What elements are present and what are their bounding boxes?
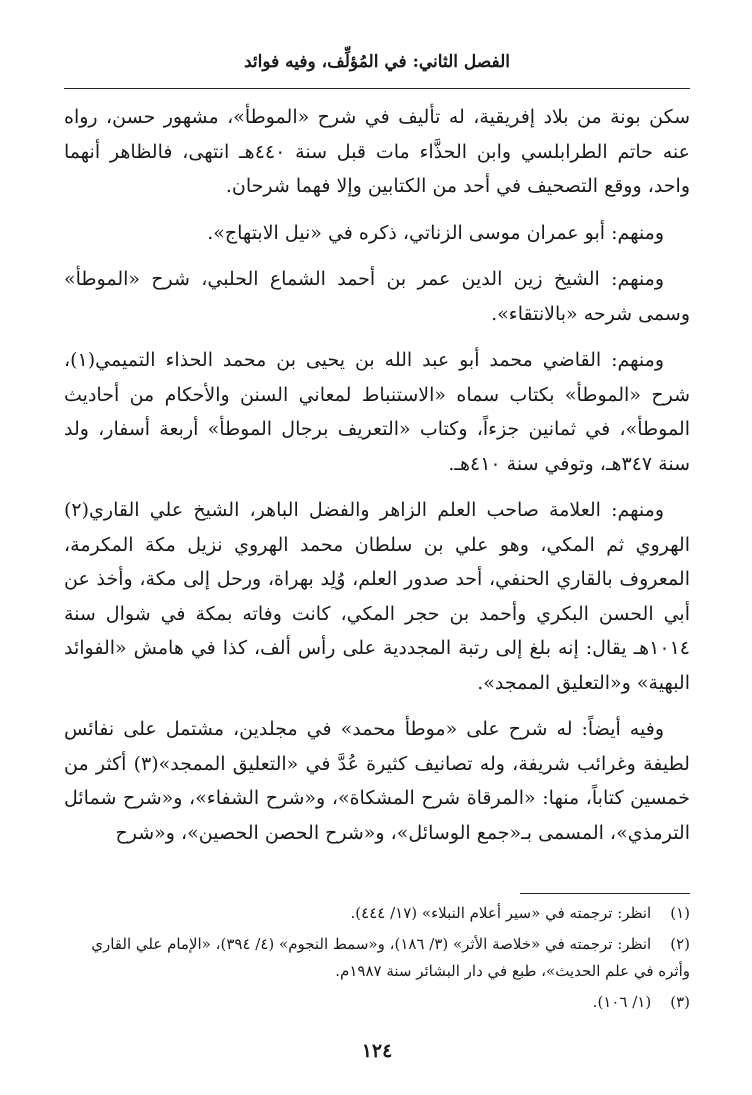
paragraph: ومنهم: الشيخ زين الدين عمر بن أحمد الشماع الحلبي، شرح «الموطأ» وسمى شرحه «بالانتقاء».: [64, 268, 690, 325]
footnote: [64, 900, 690, 927]
header-divider: [64, 88, 690, 89]
footnote-text: (١/ ١٠٦).: [592, 993, 652, 1011]
paragraph: ومنهم: أبو عمران موسى الزناتي، ذكره في «نيل الابتهاج».: [207, 221, 664, 244]
footnotes: [64, 900, 690, 1020]
main-text: [64, 100, 690, 862]
footnote-text: انظر: ترجمته في «خلاصة الأثر» (٣/ ١٨٦)، و«سمط النجوم» (٤/ ٣٩٤)، «الإمام علي القاري وأثره في علم الحديث»، طبع في دار البشائر سنة ١٩٨٧م.: [91, 935, 690, 980]
footnote-text: انظر: ترجمته في «سير أعلام النبلاء» (١٧/ ٤٤٤).: [350, 904, 652, 922]
footnote-number: (٣): [670, 993, 690, 1011]
running-header: الفصل الثاني: في المُؤلِّف، وفيه فوائد: [243, 52, 511, 72]
footnote-divider: [520, 893, 690, 894]
footnote-number: (١): [670, 904, 690, 922]
paragraph: ومنهم: القاضي محمد أبو عبد الله بن يحيى بن محمد الحذاء التميمي(١)، شرح «الموطأ» بكتاب سماه «الاستنباط لمعاني السنن والأحكام من أحاديث الموطأ»، في ثمانين جزءاً، وكتاب «التعريف برجال الموطأ» أربعة أسفار، ولد سنة ٣٤٧هـ، وتوفي سنة ٤١٠هـ.: [64, 349, 690, 475]
paragraph: سكن بونة من بلاد إفريقية، له تأليف في شرح «الموطأ»، مشهور حسن، رواه عنه حاتم الطرابلسي وابن الحذَّاء مات قبل سنة ٤٤٠هـ انتهى، فالظاهر أنهما واحد، ووقع التصحيف في أحد من الكتابين وإلا فهما شرحان.: [64, 106, 690, 197]
page-number: ١٢٤: [361, 1040, 393, 1062]
footnote: [64, 931, 690, 985]
paragraph: ومنهم: العلامة صاحب العلم الزاهر والفضل الباهر، الشيخ علي القاري(٢) الهروي ثم المكي، وهو علي بن سلطان محمد الهروي نزيل مكة المكرمة، المعروف بالقاري الحنفي، أحد صدور العلم، وُلِد بهراة، ورحل إلى مكة، وأخذ عن أبي الحسن البكري وأحمد بن حجر المكي، كانت وفاته بمكة في شوال سنة ١٠١٤هـ يقال: إنه بلغ إلى رتبة المجددية على رأس ألف، كذا في هامش «الفوائد البهية» و«التعليق الممجد».: [64, 499, 690, 694]
paragraph: وفيه أيضاً: له شرح على «موطأ محمد» في مجلدين، مشتمل على نفائس لطيفة وغرائب شريفة، وله تصانيف كثيرة عُدَّ في «التعليق الممجد»(٣) أكثر من خمسين كتاباً، منها: «المرقاة شرح المشكاة»، و«شرح الشفاء»، و«شرح شمائل الترمذي»، المسمى بـ«جمع الوسائل»، و«شرح الحصن الحصين»، و«شرح: [64, 718, 690, 844]
footnote: [64, 989, 690, 1016]
footnote-number: (٢): [670, 935, 690, 953]
